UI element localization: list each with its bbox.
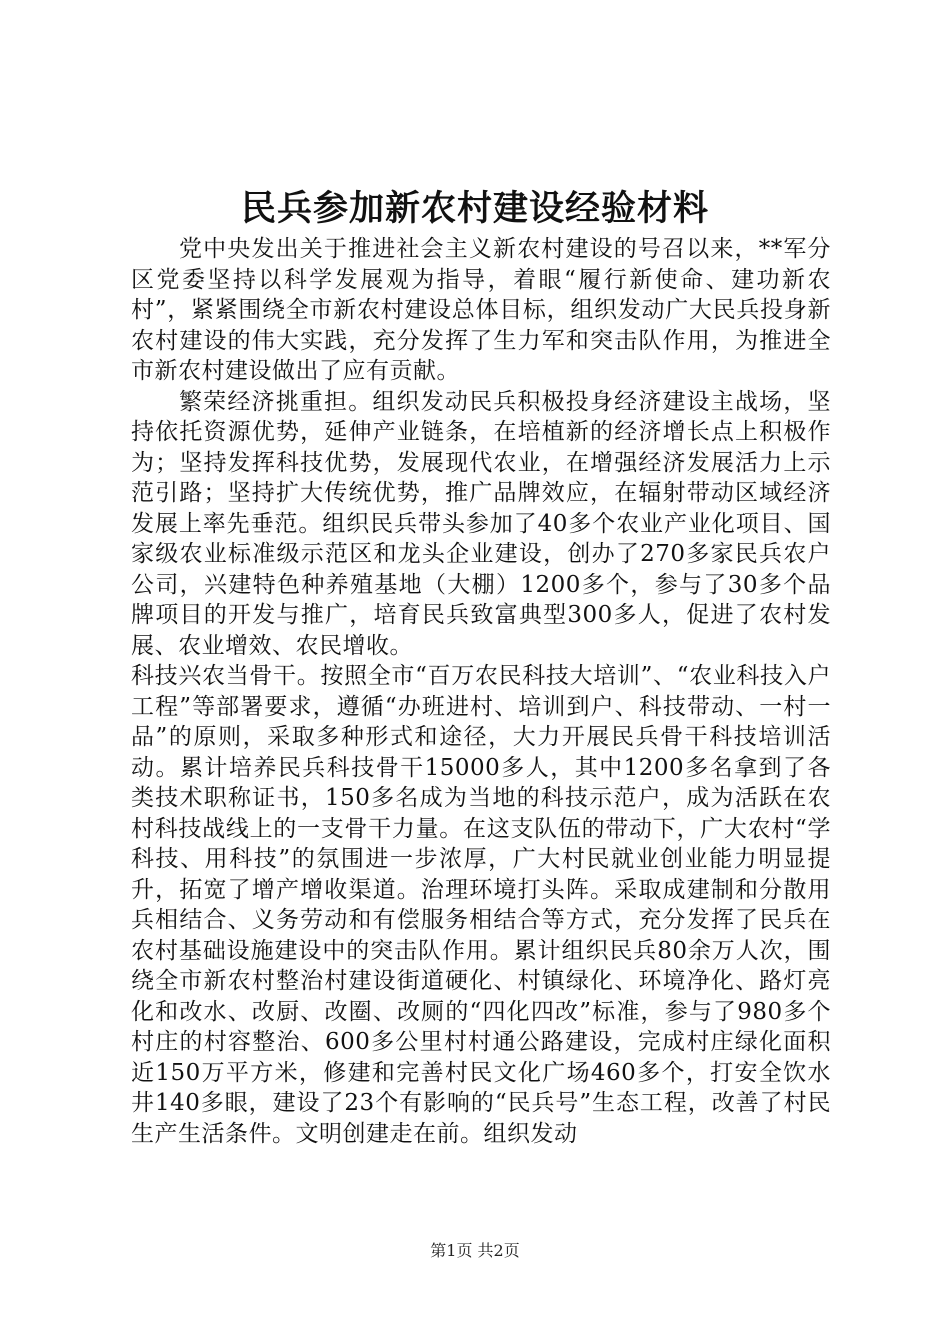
page-footer: 第1页 共2页 — [430, 1241, 520, 1260]
paragraph-economy: 繁荣经济挑重担。组织发动民兵积极投身经济建设主战场，坚持依托资源优势，延伸产业链条，在培植新的经济增长点上积极作为；坚持发挥科技优势，发展现代农业，在增强经济发展活力上示范引路；坚持扩大传统优势，推广品牌效应，在辐射带动区域经济发展上率先垂范。组织民兵带头参加了40多个农业产业化项目、国家级农业标准级示范区和龙头企业建设，创办了270多家民兵农户公司，兴建特色种养殖基地（大棚）1200多个，参与了30多个品牌项目的开发与推广，培育民兵致富典型300多人，促进了农村发展、农业增效、农民增收。 — [131, 388, 831, 659]
paragraph-technology: 科技兴农当骨干。按照全市“百万农民科技大培训”、“农业科技入户工程”等部署要求，遵循“办班进村、培训到户、科技带动、一村一品”的原则，采取多种形式和途径，大力开展民兵骨干科技培训活动。累计培养民兵科技骨干15000多人，其中1200多名拿到了各类技术职称证书，150多名成为当地的科技示范户，成为活跃在农村科技战线上的一支骨干力量。在这支队伍的带动下，广大农村“学科技、用科技”的氛围进一步浓厚，广大村民就业创业能力明显提升，拓宽了增产增收渠道。治理环境打头阵。采取成建制和分散用兵相结合、义务劳动和有偿服务相结合等方式，充分发挥了民兵在农村基础设施建设中的突击队作用。累计组织民兵80余万人次，围绕全市新农村整治村建设街道硬化、村镇绿化、环境净化、路灯亮化和改水、改厨、改圈、改厕的“四化四改”标准，参与了980多个村庄的村容整治、600多公里村村通公路建设，完成村庄绿化面积近150万平方米，修建和完善村民文化广场460多个，打安全饮水井140多眼，建设了23个有影响的“民兵号”生态工程，改善了村民生产生活条件。文明创建走在前。组织发动 — [131, 663, 831, 1147]
paragraph-intro: 党中央发出关于推进社会主义新农村建设的号召以来，**军分区党委坚持以科学发展观为指导，着眼“履行新使命、建功新农村”，紧紧围绕全市新农村建设总体目标，组织发动广大民兵投身新农村建设的伟大实践，充分发挥了生力军和突击队作用，为推进全市新农村建设做出了应有贡献。 — [131, 236, 831, 384]
document-title: 民兵参加新农村建设经验材料 — [240, 188, 709, 229]
document-body — [131, 234, 831, 1149]
